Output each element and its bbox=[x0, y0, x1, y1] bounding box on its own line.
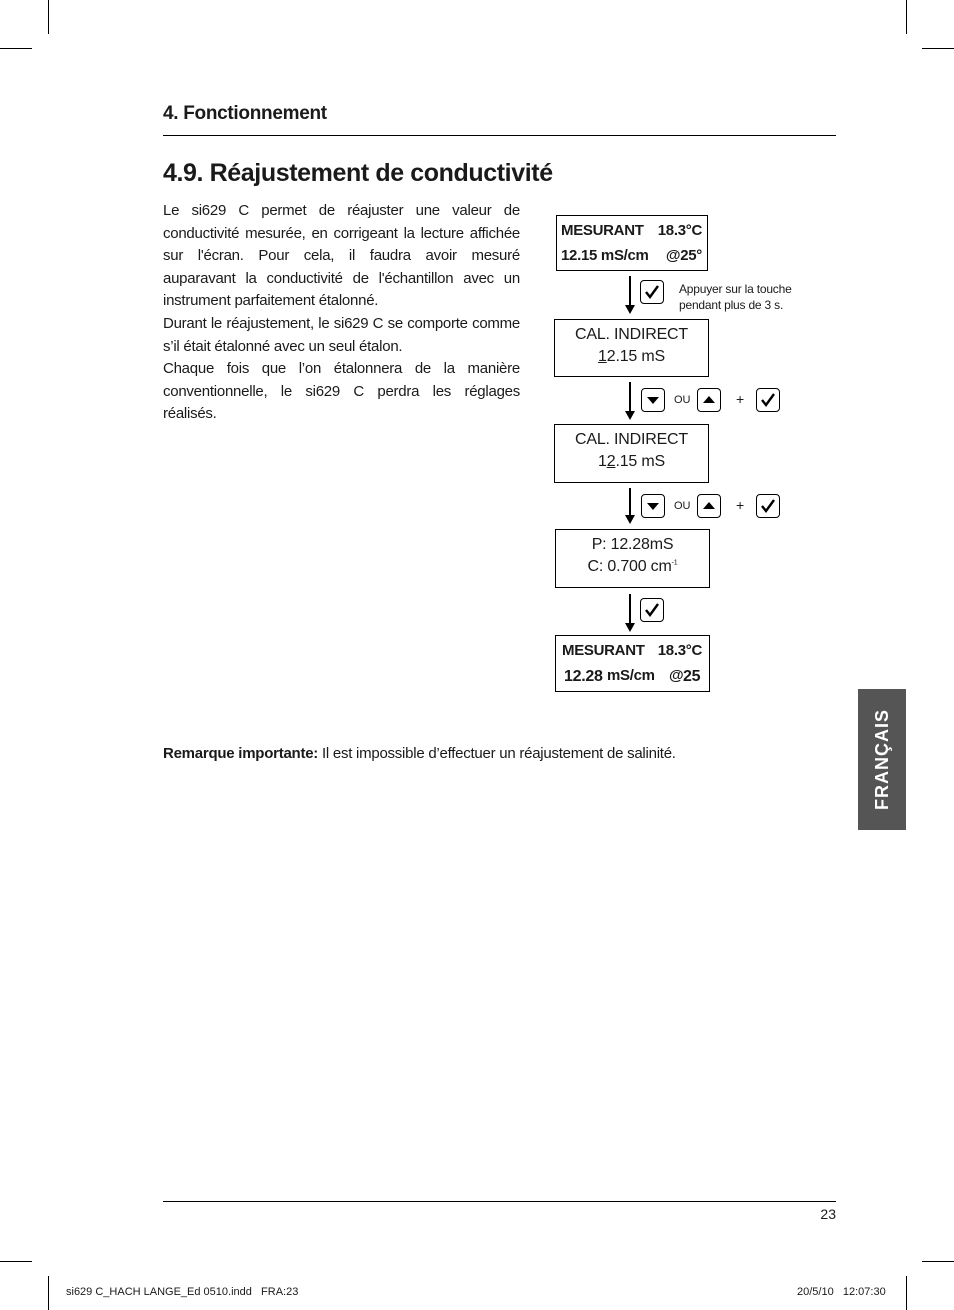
print-slug-right: 20/5/10 12:07:30 bbox=[797, 1286, 886, 1298]
lcd-line bbox=[555, 453, 708, 471]
check-key-icon bbox=[756, 494, 780, 518]
lcd-line bbox=[555, 348, 708, 366]
lcd-line bbox=[556, 558, 709, 576]
lcd-temperature: 18.3°C bbox=[657, 642, 702, 659]
lcd-digit: 1 bbox=[598, 453, 607, 470]
plus-sign: + bbox=[736, 497, 745, 513]
press-note: Appuyer sur la touche pendant plus de 3 s. bbox=[679, 282, 792, 312]
lcd-value: 2.15 mS bbox=[606, 348, 665, 365]
lcd-line: CAL. INDIRECT bbox=[575, 326, 688, 343]
check-key-icon bbox=[640, 598, 664, 622]
lcd-temperature: 18.3°C bbox=[657, 222, 702, 239]
lcd-mode: MESURANT bbox=[561, 222, 644, 239]
crop-mark bbox=[48, 0, 49, 34]
print-slug-left: si629 C_HACH LANGE_Ed 0510.indd FRA:23 bbox=[66, 1286, 299, 1298]
lcd-value: .15 mS bbox=[615, 453, 665, 470]
or-label: OU bbox=[674, 500, 691, 512]
important-remark bbox=[163, 745, 676, 762]
lcd-reference-temp: @25° bbox=[665, 247, 702, 264]
section-header: 4. Fonctionnement bbox=[163, 103, 327, 124]
lcd-value: C: 0.700 cm bbox=[587, 558, 672, 575]
lcd-screen-cell-constant bbox=[555, 529, 710, 588]
flow-arrow bbox=[629, 276, 631, 306]
down-key-icon bbox=[641, 494, 665, 518]
lcd-mode: MESURANT bbox=[562, 642, 645, 659]
remark-label: Remarque importante: bbox=[163, 745, 319, 762]
arrowhead bbox=[625, 305, 635, 314]
lcd-line: P: 12.28mS bbox=[591, 536, 674, 553]
crop-mark bbox=[48, 1276, 49, 1310]
lcd-exponent: -1 bbox=[671, 559, 678, 567]
lcd-value: 12.28 bbox=[564, 668, 603, 685]
crop-mark bbox=[922, 1261, 954, 1262]
lcd-reference-at: @ bbox=[669, 667, 684, 684]
language-tab bbox=[858, 689, 906, 830]
lcd-screen-measuring bbox=[556, 215, 708, 271]
lcd-value: 12.15 mS/cm bbox=[561, 247, 649, 264]
arrowhead bbox=[625, 623, 635, 632]
plus-sign: + bbox=[736, 391, 745, 407]
or-label: OU bbox=[674, 394, 691, 406]
paragraph: Le si629 C permet de réajuster une valeur de conductivité mesurée, en corrigeant la lecture affichée sur l'écran. Pour cela, il faudra avoir mesuré auparavant la conductivité de l'échantillon avec un instrument parfaitement étalonné. bbox=[163, 202, 520, 310]
paragraph: Chaque fois que l’on étalonnera de la manière conventionnelle, le si629 C perdra les réglages réalisés. bbox=[163, 360, 520, 423]
crop-mark bbox=[0, 1261, 32, 1262]
lcd-line: CAL. INDIRECT bbox=[575, 431, 688, 448]
flow-arrow bbox=[629, 488, 631, 516]
page-title: 4.9. Réajustement de conductivité bbox=[163, 159, 553, 187]
crop-mark bbox=[0, 48, 32, 49]
remark-text: Il est impossible d’effectuer un réajustement de salinité. bbox=[318, 745, 676, 762]
lcd-cursor: 2 bbox=[606, 453, 616, 470]
lcd-screen-cal-indirect bbox=[554, 424, 709, 483]
flow-arrow bbox=[629, 594, 631, 624]
check-key-icon bbox=[640, 280, 664, 304]
body-text bbox=[163, 200, 520, 426]
page-number: 23 bbox=[820, 1206, 836, 1222]
down-key-icon bbox=[641, 388, 665, 412]
language-tab-label: FRANÇAIS bbox=[871, 709, 892, 810]
arrowhead bbox=[625, 411, 635, 420]
crop-mark bbox=[922, 48, 954, 49]
crop-mark bbox=[906, 1276, 907, 1310]
flow-arrow bbox=[629, 382, 631, 412]
lcd-cursor: 1 bbox=[598, 348, 607, 365]
arrowhead bbox=[625, 515, 635, 524]
header-rule bbox=[163, 135, 836, 136]
footer-rule bbox=[163, 1201, 836, 1202]
lcd-unit: mS/cm bbox=[607, 667, 655, 684]
lcd-screen-measuring bbox=[555, 635, 710, 692]
check-key-icon bbox=[756, 388, 780, 412]
up-key-icon bbox=[697, 388, 721, 412]
lcd-reference-temp: 25 bbox=[683, 668, 701, 685]
lcd-screen-cal-indirect bbox=[554, 319, 709, 377]
paragraph: Durant le réajustement, le si629 C se comporte comme s’il était étalonné avec un seul étalon. bbox=[163, 314, 520, 355]
crop-mark bbox=[906, 0, 907, 34]
up-key-icon bbox=[697, 494, 721, 518]
